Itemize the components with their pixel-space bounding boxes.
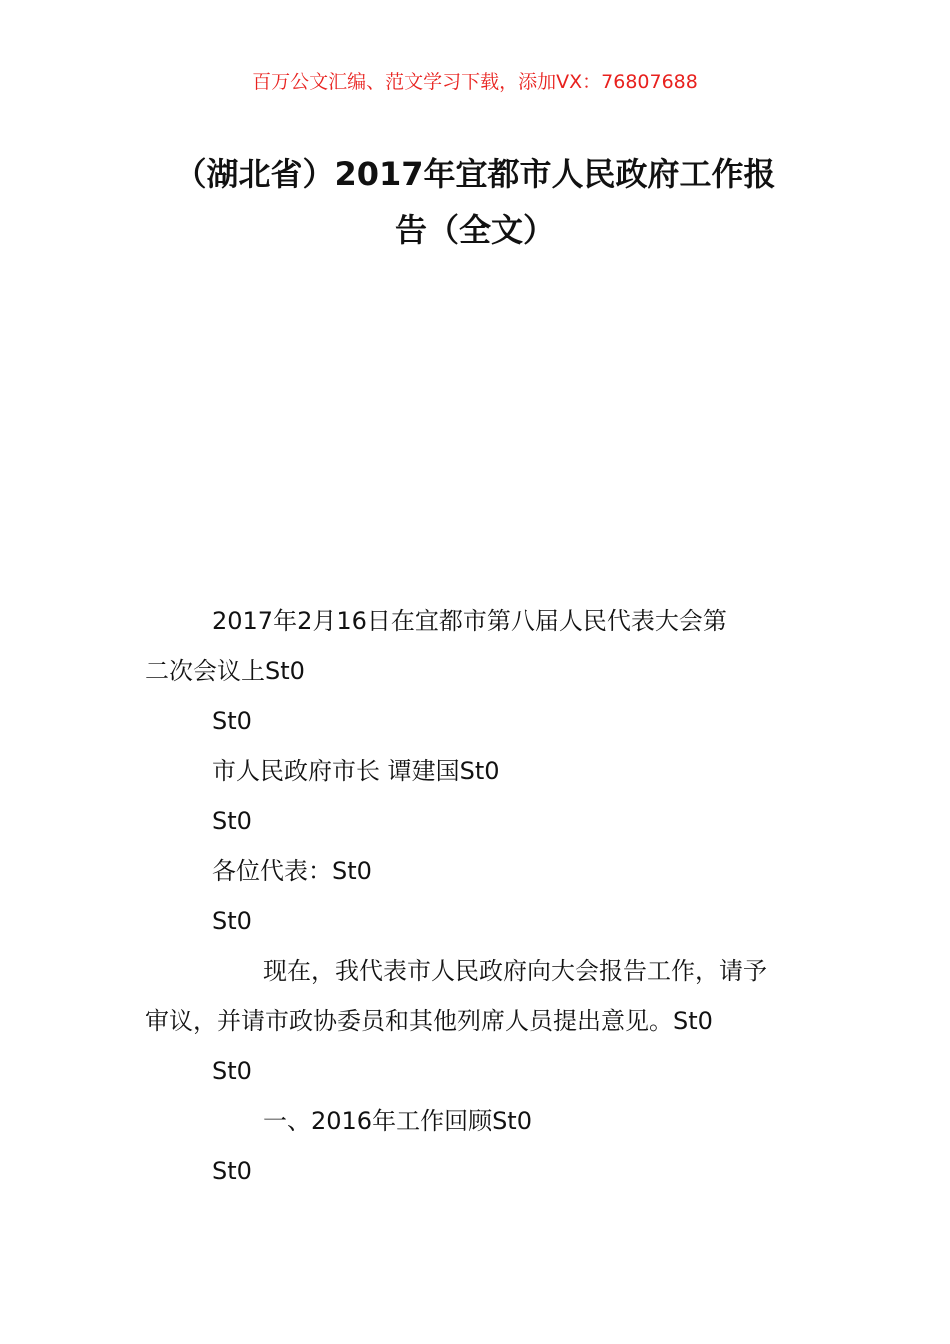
- paragraph-marker: St0: [212, 1157, 252, 1185]
- paragraph-marker: St0: [212, 807, 252, 835]
- paragraph-marker: St0: [212, 907, 252, 935]
- paragraph-line: 审议，并请市政协委员和其他列席人员提出意见。St0: [145, 1007, 713, 1035]
- section-heading: 一、2016年工作回顾St0: [263, 1107, 532, 1135]
- paragraph-marker: St0: [212, 707, 252, 735]
- paragraph-speaker: 市人民政府市长 谭建国St0: [212, 757, 500, 785]
- paragraph-meeting-date: [145, 596, 810, 696]
- paragraph-salutation: 各位代表：St0: [212, 857, 372, 885]
- title-line-2: 告（全文）: [394, 211, 555, 249]
- document-title: [145, 146, 805, 258]
- title-line-1: （湖北省）2017年宜都市人民政府工作报: [174, 155, 776, 193]
- document-body: [145, 596, 810, 1196]
- paragraph-line: 2017年2月16日在宜都市第八届人民代表大会第: [212, 607, 727, 635]
- paragraph-line: 现在，我代表市人民政府向大会报告工作，请予: [263, 957, 767, 985]
- paragraph-line: 二次会议上St0: [145, 657, 305, 685]
- paragraph-marker: St0: [212, 1057, 252, 1085]
- paragraph-intro: [145, 946, 810, 1046]
- header-note: 百万公文汇编、范文学习下载，添加VX：76807688: [252, 71, 698, 93]
